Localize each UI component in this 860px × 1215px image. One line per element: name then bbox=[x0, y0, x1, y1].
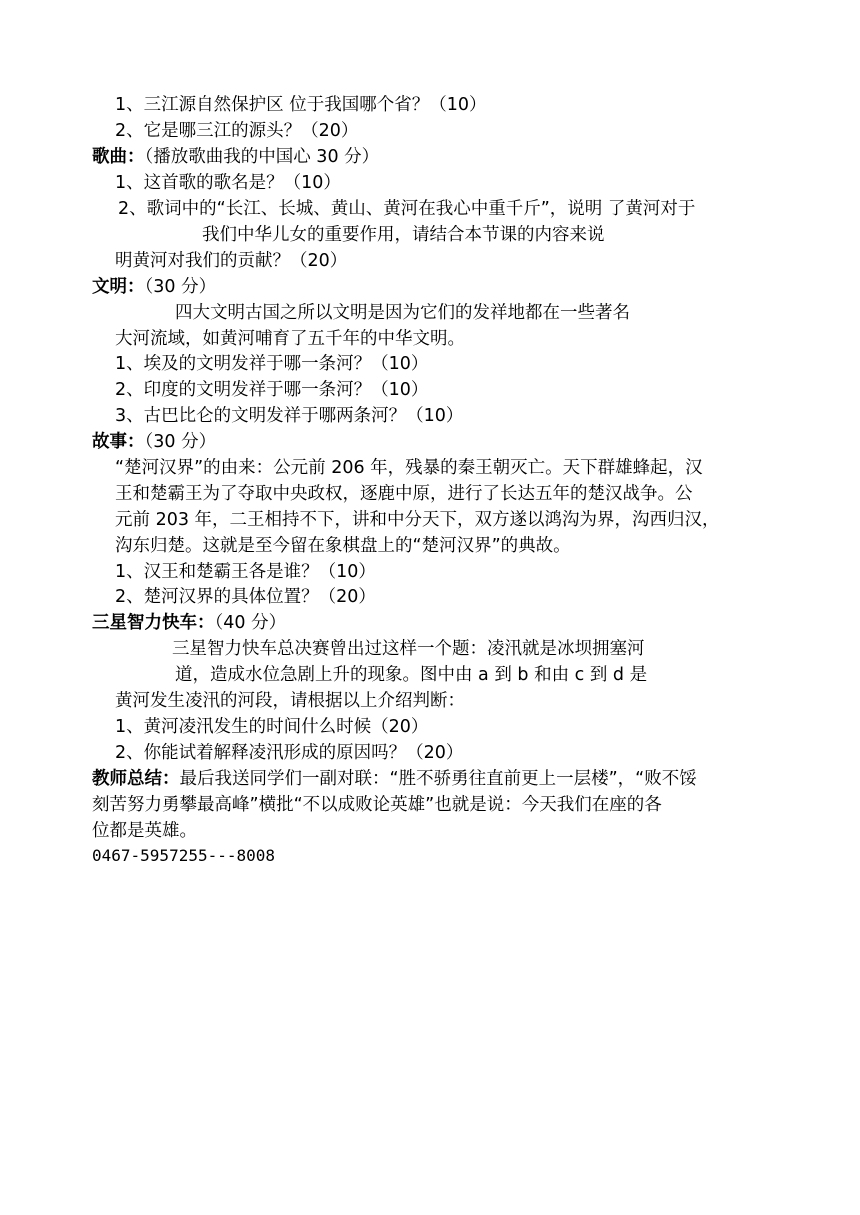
body-text: 明黄河对我们的贡献？（20） bbox=[115, 251, 348, 271]
question-line bbox=[115, 353, 428, 375]
section-note: （40 分） bbox=[214, 613, 287, 633]
text-line bbox=[115, 535, 571, 557]
question-text: 2、歌词中的“长江、长城、黄山、黄河在我心中重千斤”，说明 了黄河对于 bbox=[118, 199, 696, 219]
section-heading-samsung: 三星智力快车： bbox=[92, 613, 215, 633]
section-summary bbox=[92, 768, 697, 790]
section-story bbox=[92, 431, 216, 453]
body-text: 道，造成水位急剧上升的现象。图中由 a 到 b 和由 c 到 d 是 bbox=[175, 665, 648, 685]
question-text: 1、汉王和楚霸王各是谁？（10） bbox=[115, 562, 376, 582]
text-line bbox=[115, 328, 465, 350]
text-line bbox=[115, 457, 703, 479]
question-line bbox=[118, 198, 695, 220]
phone-number-text: 0467-5957255---8008 bbox=[92, 846, 276, 865]
question-line bbox=[115, 561, 376, 583]
question-line bbox=[115, 172, 341, 194]
text-line bbox=[175, 664, 647, 686]
section-note: （30 分） bbox=[144, 432, 217, 452]
phone-number bbox=[92, 845, 275, 867]
text-line bbox=[115, 483, 693, 505]
section-heading-song: 歌曲： bbox=[92, 147, 145, 167]
body-text: 刻苦努力勇攀最高峰”横批“不以成败论英雄”也就是说：今天我们在座的各 bbox=[92, 795, 662, 815]
body-text: 三星智力快车总决赛曾出过这样一个题：凌汛就是冰坝拥塞河 bbox=[172, 639, 645, 659]
question-text: 1、黄河凌汛发生的时间什么时候（20） bbox=[115, 717, 429, 737]
question-text: 1、这首歌的歌名是？（10） bbox=[115, 173, 341, 193]
body-text: 我们中华儿女的重要作用，请结合本节课的内容来说 bbox=[202, 225, 605, 245]
question-line bbox=[115, 586, 376, 608]
body-text: “楚河汉界”的由来：公元前 206 年，残暴的秦王朝灭亡。天下群雄蜂起，汉 bbox=[115, 458, 703, 478]
text-line bbox=[172, 638, 645, 660]
question-text: 1、埃及的文明发祥于哪一条河？（10） bbox=[115, 354, 429, 374]
body-text: 沟东归楚。这就是至今留在象棋盘上的“楚河汉界”的典故。 bbox=[115, 536, 571, 556]
question-line bbox=[115, 379, 428, 401]
body-text: 黄河发生凌汛的河段，请根据以上介绍判断： bbox=[115, 691, 465, 711]
body-text: 大河流域，如黄河哺育了五千年的中华文明。 bbox=[115, 329, 465, 349]
question-text: 2、楚河汉界的具体位置？（20） bbox=[115, 587, 376, 607]
question-text: 2、你能试着解释凌汛形成的原因吗？（20） bbox=[115, 743, 464, 763]
question-text: 2、印度的文明发祥于哪一条河？（10） bbox=[115, 380, 429, 400]
text-line bbox=[115, 690, 465, 712]
section-note: （30 分） bbox=[144, 277, 217, 297]
text-line bbox=[92, 794, 662, 816]
section-note: （播放歌曲我的中国心 30 分） bbox=[144, 147, 380, 167]
question-text: 3、古巴比仑的文明发祥于哪两条河？（10） bbox=[115, 406, 464, 426]
text-line bbox=[115, 509, 720, 531]
section-heading-summary: 教师总结： bbox=[92, 769, 180, 789]
text-line bbox=[202, 224, 605, 246]
section-samsung bbox=[92, 612, 286, 634]
section-heading-civilization: 文明： bbox=[92, 277, 145, 297]
body-text: 王和楚霸王为了夺取中央政权，逐鹿中原，进行了长达五年的楚汉战争。公 bbox=[115, 484, 693, 504]
section-heading-story: 故事： bbox=[92, 432, 145, 452]
text-line bbox=[175, 302, 630, 324]
question-line bbox=[115, 94, 486, 116]
text-line bbox=[115, 250, 347, 272]
body-text: 位都是英雄。 bbox=[92, 821, 197, 841]
question-line bbox=[115, 405, 463, 427]
question-line bbox=[115, 716, 428, 738]
question-text: 2、它是哪三江的源头？（20） bbox=[115, 121, 359, 141]
section-song bbox=[92, 146, 379, 168]
section-civilization bbox=[92, 276, 216, 298]
body-text: 四大文明古国之所以文明是因为它们的发祥地都在一些著名 bbox=[175, 303, 630, 323]
question-text: 1、三江源自然保护区 位于我国哪个省？（10） bbox=[115, 95, 487, 115]
question-line bbox=[115, 120, 358, 142]
body-text: 元前 203 年，二王相持不下，讲和中分天下，双方遂以鸿沟为界，沟西归汉， bbox=[115, 510, 720, 530]
text-line bbox=[92, 820, 197, 842]
body-text: 最后我送同学们一副对联：“胜不骄勇往直前更上一层楼”，“败不馁 bbox=[179, 769, 697, 789]
question-line bbox=[115, 742, 463, 764]
